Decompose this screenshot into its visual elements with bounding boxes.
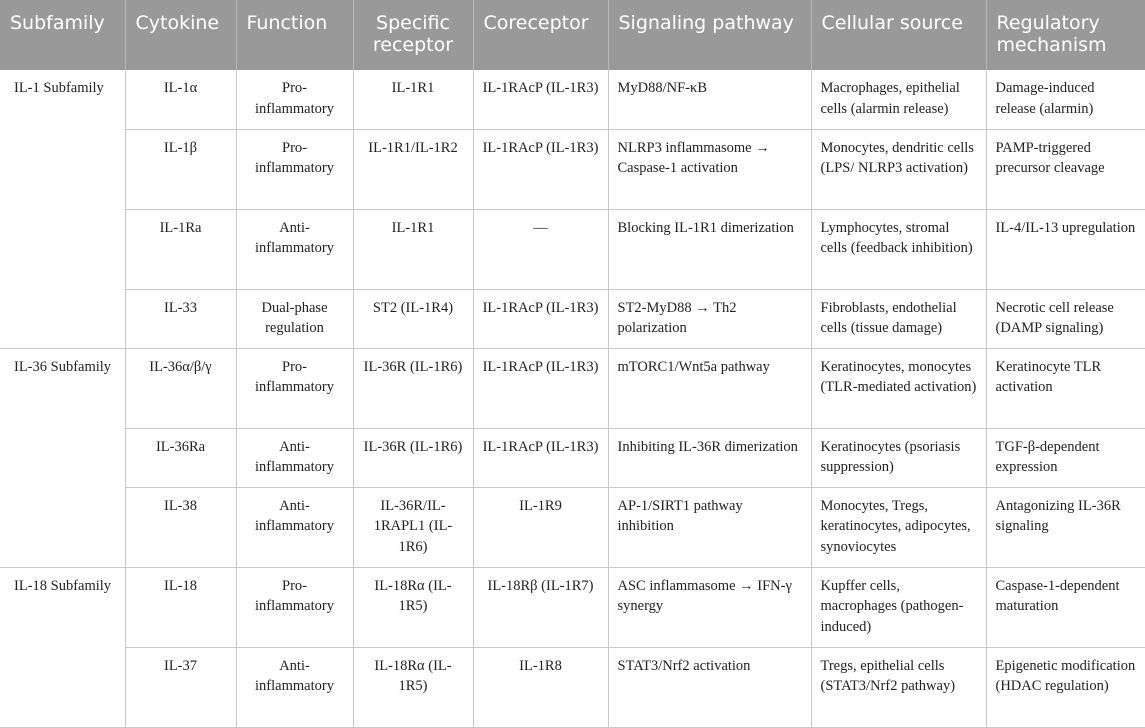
signaling-pathway-cell: STAT3/Nrf2 activation bbox=[608, 647, 811, 727]
header-cytokine: Cytokine bbox=[125, 0, 236, 70]
subfamily-cell: IL-36 Subfamily bbox=[0, 348, 125, 567]
signaling-pathway-cell: MyD88/NF-κB bbox=[608, 70, 811, 129]
coreceptor-cell: IL-18Rβ (IL-1R7) bbox=[473, 567, 608, 647]
table-row bbox=[0, 209, 1145, 289]
signaling-pathway-cell: Blocking IL-1R1 dimerization bbox=[608, 209, 811, 289]
specific-receptor-cell: IL-36R (IL-1R6) bbox=[353, 348, 473, 428]
table-row bbox=[0, 70, 1145, 129]
table-row bbox=[0, 647, 1145, 727]
cellular-source-cell: Monocytes, Tregs, keratinocytes, adipocytes, synoviocytes bbox=[811, 487, 986, 567]
regulatory-mechanism-cell: Caspase-1-dependent maturation bbox=[986, 567, 1145, 647]
regulatory-mechanism-cell: Epigenetic modification (HDAC regulation) bbox=[986, 647, 1145, 727]
header-coreceptor: Coreceptor bbox=[473, 0, 608, 70]
regulatory-mechanism-cell: PAMP-triggered precursor cleavage bbox=[986, 129, 1145, 209]
function-cell: Pro-inflammatory bbox=[236, 348, 353, 428]
function-cell: Anti-inflammatory bbox=[236, 647, 353, 727]
cytokine-cell: IL-18 bbox=[125, 567, 236, 647]
cellular-source-cell: Keratinocytes (psoriasis suppression) bbox=[811, 428, 986, 487]
regulatory-mechanism-cell: Antagonizing IL-36R signaling bbox=[986, 487, 1145, 567]
table-row bbox=[0, 428, 1145, 487]
function-cell: Anti-inflammatory bbox=[236, 428, 353, 487]
specific-receptor-cell: IL-36R/IL-1RAPL1 (IL-1R6) bbox=[353, 487, 473, 567]
table-row bbox=[0, 129, 1145, 209]
specific-receptor-cell: IL-36R (IL-1R6) bbox=[353, 428, 473, 487]
regulatory-mechanism-cell: IL-4/IL-13 upregulation bbox=[986, 209, 1145, 289]
header-regulatory-mechanism: Regulatory mechanism bbox=[986, 0, 1145, 70]
regulatory-mechanism-cell: Damage-induced release (alarmin) bbox=[986, 70, 1145, 129]
header-specific-receptor: Specific receptor bbox=[353, 0, 473, 70]
coreceptor-cell: IL-1R8 bbox=[473, 647, 608, 727]
table-row bbox=[0, 289, 1145, 348]
regulatory-mechanism-cell: Keratinocyte TLR activation bbox=[986, 348, 1145, 428]
coreceptor-cell: IL-1R9 bbox=[473, 487, 608, 567]
coreceptor-cell: IL-1RAcP (IL-1R3) bbox=[473, 70, 608, 129]
cytokine-cell: IL-36α/β/γ bbox=[125, 348, 236, 428]
coreceptor-cell: IL-1RAcP (IL-1R3) bbox=[473, 428, 608, 487]
coreceptor-cell: IL-1RAcP (IL-1R3) bbox=[473, 129, 608, 209]
cytokine-cell: IL-37 bbox=[125, 647, 236, 727]
signaling-pathway-cell: AP-1/SIRT1 pathway inhibition bbox=[608, 487, 811, 567]
regulatory-mechanism-cell: TGF-β-dependent expression bbox=[986, 428, 1145, 487]
subfamily-cell: IL-1 Subfamily bbox=[0, 70, 125, 348]
table-row bbox=[0, 348, 1145, 428]
cytokine-cell: IL-1α bbox=[125, 70, 236, 129]
specific-receptor-cell: IL-1R1 bbox=[353, 70, 473, 129]
cytokine-cell: IL-33 bbox=[125, 289, 236, 348]
cytokine-cell: IL-38 bbox=[125, 487, 236, 567]
table-row bbox=[0, 487, 1145, 567]
cellular-source-cell: Fibroblasts, endothelial cells (tissue damage) bbox=[811, 289, 986, 348]
specific-receptor-cell: IL-18Rα (IL-1R5) bbox=[353, 567, 473, 647]
header-subfamily: Subfamily bbox=[0, 0, 125, 70]
table-header bbox=[0, 0, 1145, 70]
signaling-pathway-cell: NLRP3 inflammasome → Caspase-1 activation bbox=[608, 129, 811, 209]
header-function: Function bbox=[236, 0, 353, 70]
specific-receptor-cell: ST2 (IL-1R4) bbox=[353, 289, 473, 348]
cellular-source-cell: Monocytes, dendritic cells (LPS/ NLRP3 activation) bbox=[811, 129, 986, 209]
subfamily-cell: IL-18 Subfamily bbox=[0, 567, 125, 727]
table-body bbox=[0, 70, 1145, 727]
function-cell: Dual-phase regulation bbox=[236, 289, 353, 348]
table-row bbox=[0, 567, 1145, 647]
cellular-source-cell: Keratinocytes, monocytes (TLR-mediated activation) bbox=[811, 348, 986, 428]
specific-receptor-cell: IL-18Rα (IL-1R5) bbox=[353, 647, 473, 727]
signaling-pathway-cell: mTORC1/Wnt5a pathway bbox=[608, 348, 811, 428]
function-cell: Pro-inflammatory bbox=[236, 70, 353, 129]
cellular-source-cell: Lymphocytes, stromal cells (feedback inhibition) bbox=[811, 209, 986, 289]
cellular-source-cell: Macrophages, epithelial cells (alarmin release) bbox=[811, 70, 986, 129]
cytokine-cell: IL-1Ra bbox=[125, 209, 236, 289]
cytokine-cell: IL-1β bbox=[125, 129, 236, 209]
function-cell: Pro-inflammatory bbox=[236, 567, 353, 647]
header-signaling-pathway: Signaling pathway bbox=[608, 0, 811, 70]
cellular-source-cell: Kupffer cells, macrophages (pathogen-induced) bbox=[811, 567, 986, 647]
regulatory-mechanism-cell: Necrotic cell release (DAMP signaling) bbox=[986, 289, 1145, 348]
function-cell: Anti-inflammatory bbox=[236, 209, 353, 289]
function-cell: Pro-inflammatory bbox=[236, 129, 353, 209]
coreceptor-cell: IL-1RAcP (IL-1R3) bbox=[473, 289, 608, 348]
specific-receptor-cell: IL-1R1 bbox=[353, 209, 473, 289]
header-row bbox=[0, 0, 1145, 70]
cellular-source-cell: Tregs, epithelial cells (STAT3/Nrf2 pathway) bbox=[811, 647, 986, 727]
coreceptor-cell: IL-1RAcP (IL-1R3) bbox=[473, 348, 608, 428]
function-cell: Anti-inflammatory bbox=[236, 487, 353, 567]
specific-receptor-cell: IL-1R1/IL-1R2 bbox=[353, 129, 473, 209]
coreceptor-cell: — bbox=[473, 209, 608, 289]
signaling-pathway-cell: Inhibiting IL-36R dimerization bbox=[608, 428, 811, 487]
cytokine-cell: IL-36Ra bbox=[125, 428, 236, 487]
header-cellular-source: Cellular source bbox=[811, 0, 986, 70]
signaling-pathway-cell: ASC inflammasome → IFN-γ synergy bbox=[608, 567, 811, 647]
signaling-pathway-cell: ST2-MyD88 → Th2 polarization bbox=[608, 289, 811, 348]
